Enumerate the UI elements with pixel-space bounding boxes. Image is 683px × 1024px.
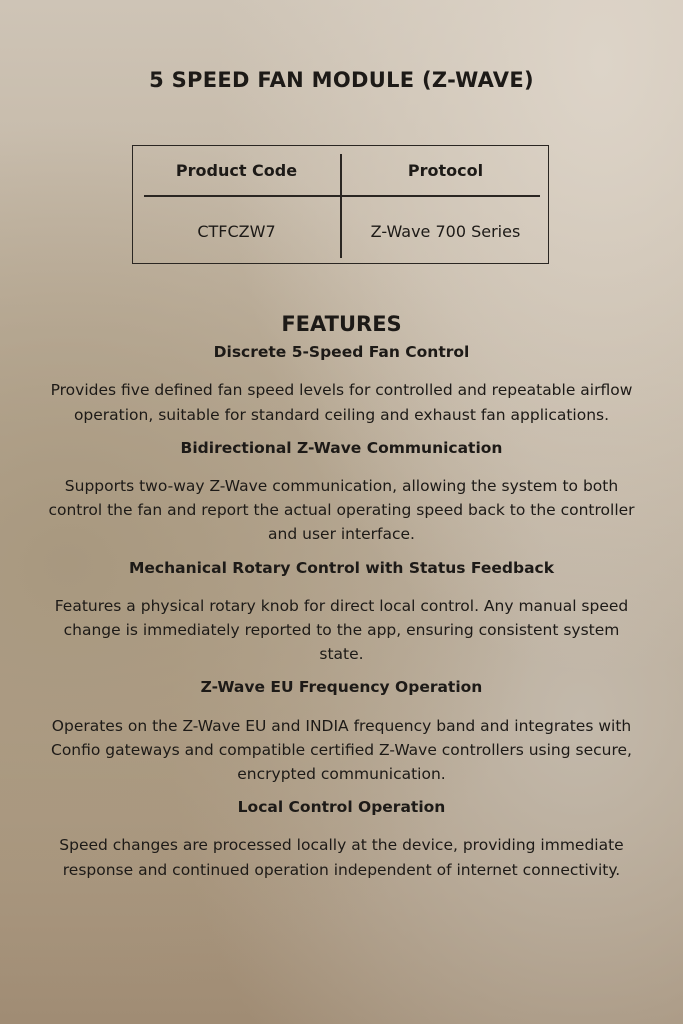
feature-description: Speed changes are processed locally at the device, providing immediate response and continued operation independent of internet connectivity. bbox=[59, 836, 624, 879]
feature-title: Discrete 5-Speed Fan Control bbox=[213, 343, 470, 362]
page-title: 5 SPEED FAN MODULE (Z-WAVE) bbox=[149, 68, 534, 92]
feature-title: Local Control Operation bbox=[237, 798, 446, 817]
features-heading: FEATURES bbox=[281, 312, 402, 336]
table-header-protocol: Protocol bbox=[407, 161, 484, 180]
feature-title: Z-Wave EU Frequency Operation bbox=[200, 678, 483, 697]
table-cell-product-code: CTFCZW7 bbox=[197, 222, 276, 241]
feature-title: Mechanical Rotary Control with Status Feedback bbox=[128, 558, 555, 577]
table-cell-protocol: Z-Wave 700 Series bbox=[370, 222, 521, 241]
feature-description: Provides five defined fan speed levels for controlled and repeatable airflow operation, suitable for standard ceiling and exhaust fan applications. bbox=[50, 381, 633, 424]
feature-description: Supports two-way Z-Wave communication, allowing the system to both control the fan and report the actual operating speed back to the controller and user interface. bbox=[48, 477, 635, 544]
feature-title: Bidirectional Z-Wave Communication bbox=[180, 438, 503, 457]
features-section bbox=[40, 312, 643, 892]
table-header-product-code: Product Code bbox=[175, 161, 298, 180]
feature-item bbox=[40, 676, 643, 786]
feature-item bbox=[40, 796, 643, 882]
feature-description: Features a physical rotary knob for direct local control. Any manual speed change is immediately reported to the app, ensuring consistent system state. bbox=[54, 596, 629, 664]
feature-item bbox=[40, 437, 643, 547]
table-row-divider bbox=[144, 195, 540, 197]
feature-description: Operates on the Z-Wave EU and INDIA frequency band and integrates with Confio gateways and compatible certified Z-Wave controllers using secure, encrypted communication. bbox=[51, 716, 632, 783]
feature-item bbox=[40, 557, 643, 667]
spec-table bbox=[132, 145, 549, 264]
feature-item bbox=[40, 341, 643, 427]
